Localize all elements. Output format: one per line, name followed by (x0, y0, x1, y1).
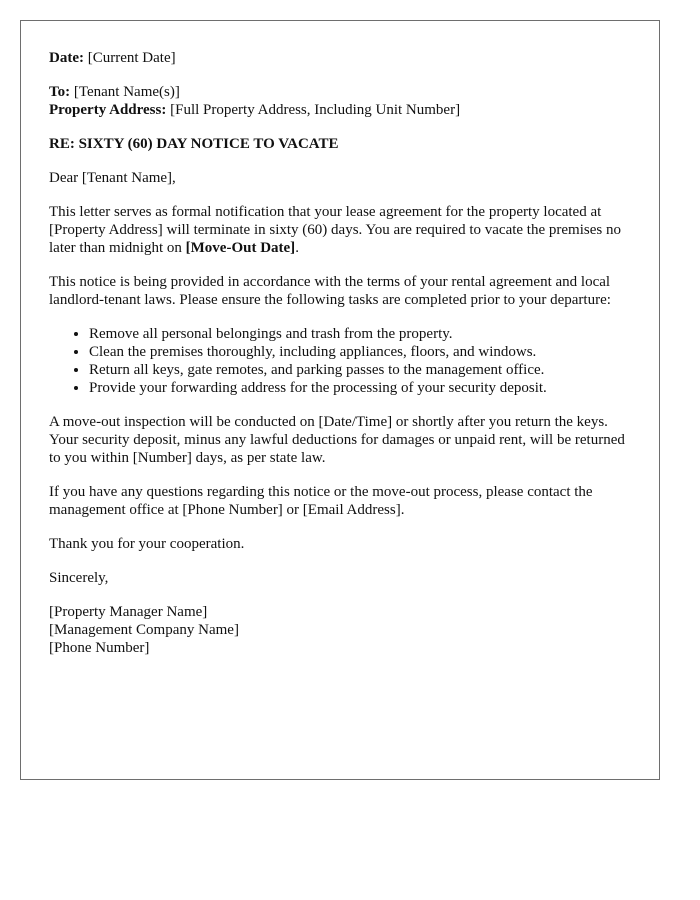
property-address-label: Property Address: (49, 102, 167, 118)
closing-line: Sincerely, (49, 570, 109, 586)
to-value: [Tenant Name(s)] (70, 84, 180, 100)
salutation: Dear [Tenant Name], (49, 170, 176, 186)
to-line (49, 83, 631, 101)
inspection-paragraph: A move-out inspection will be conducted on [Date/Time] or shortly after you return the keys. Your security deposit, minus any lawful deductions for damages or unpaid rent, will be returned to you within [Number] days, as per state law. (49, 414, 625, 466)
thanks-line: Thank you for your cooperation. (49, 536, 245, 552)
list-item: • Provide your forwarding address for the processing of your security deposit. (89, 379, 631, 397)
list-item: • Return all keys, gate remotes, and parking passes to the management office. (89, 361, 631, 379)
instructions-paragraph: This notice is being provided in accordance with the terms of your rental agreement and local landlord-tenant laws. Please ensure the following tasks are completed prior to your departure: (49, 274, 611, 308)
property-address-line (49, 101, 631, 119)
date-value: [Current Date] (83, 50, 176, 66)
to-label: To: (49, 84, 71, 100)
subject-line: RE: SIXTY (60) DAY NOTICE TO VACATE (49, 136, 339, 152)
letter-page (20, 20, 660, 780)
signature-name: [Property Manager Name] (49, 604, 208, 620)
notice-end: . (295, 240, 299, 256)
list-item: • Clean the premises thoroughly, including appliances, floors, and windows. (89, 343, 631, 361)
date-line (49, 49, 631, 67)
notice-paragraph (49, 203, 631, 257)
move-out-date: [Move-Out Date] (185, 240, 296, 256)
notice-text: This letter serves as formal notification that your lease agreement for the property located at [Property Address] will terminate in sixty (60) days. You are required to vacate the premises no later than midnight on (49, 204, 621, 256)
date-label: Date: (49, 50, 84, 66)
signature-block (49, 603, 631, 657)
property-address-value: [Full Property Address, Including Unit Number] (166, 102, 461, 118)
list-item: • Remove all personal belongings and trash from the property. (89, 325, 631, 343)
signature-company: [Management Company Name] (49, 622, 239, 638)
contact-paragraph: If you have any questions regarding this notice or the move-out process, please contact the management office at [Phone Number] or [Email Address]. (49, 484, 593, 518)
signature-phone: [Phone Number] (49, 640, 150, 656)
task-list (49, 325, 631, 397)
